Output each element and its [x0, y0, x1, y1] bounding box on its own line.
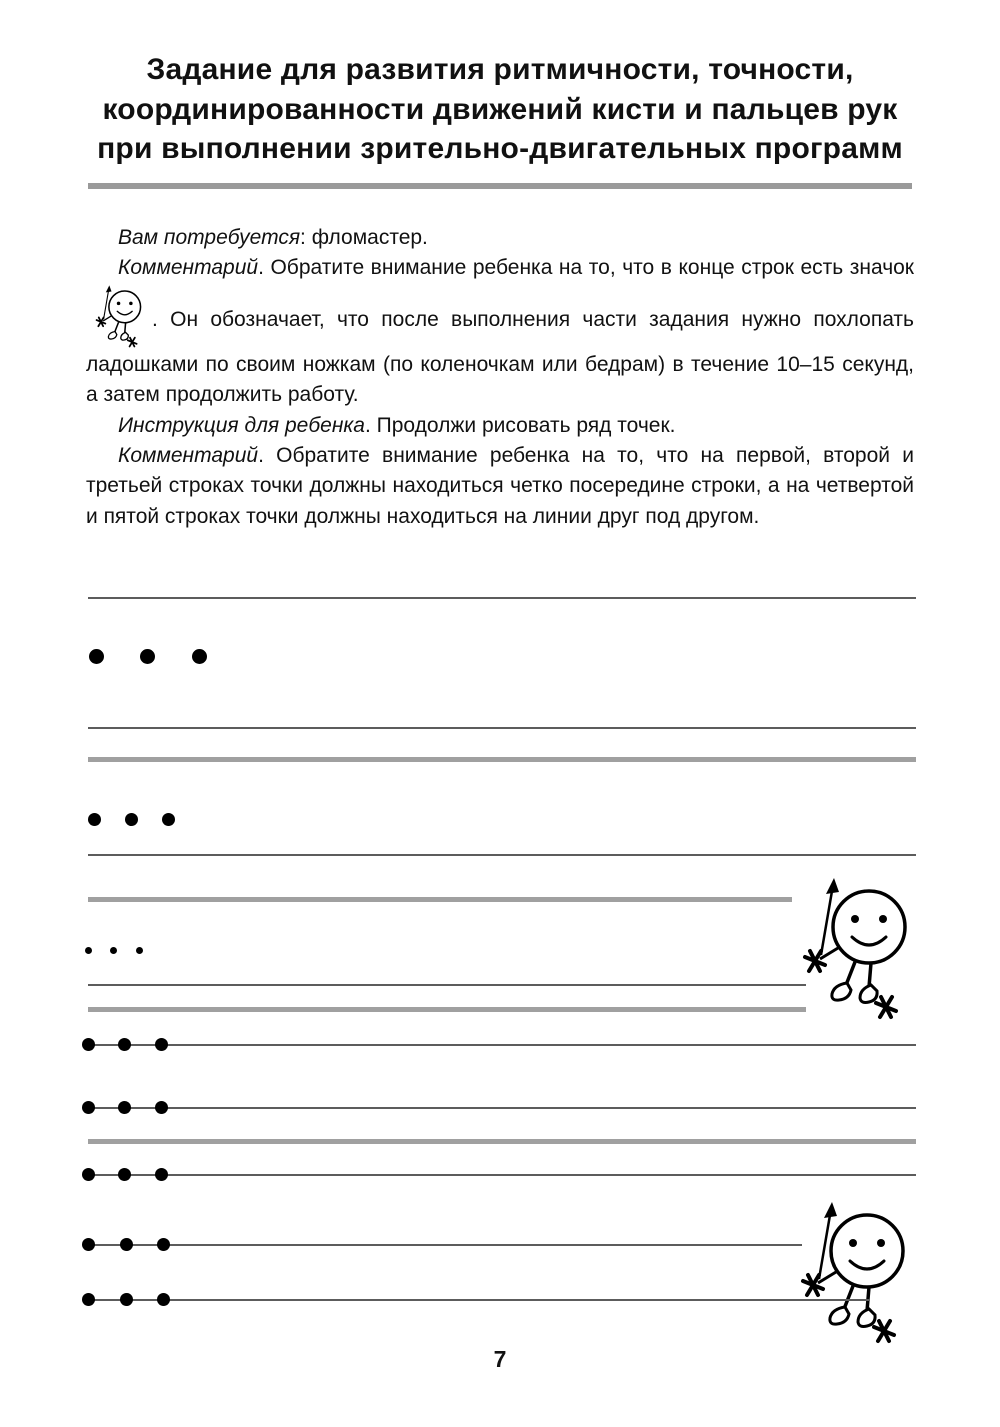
dot [136, 947, 143, 954]
dot [82, 1168, 95, 1181]
comment-paragraph-1 [86, 253, 914, 410]
comment-label-1: Комментарий [118, 256, 259, 280]
comment-text-2: . Обратите внимание ребенка на то, что на первой, второй и третьей строках точки должны находиться четко посередине строки, а на четвертой и пятой строках точки должны находиться на линии друг под другом. [86, 443, 914, 528]
dot [120, 1293, 133, 1306]
dot [82, 1101, 95, 1114]
comment-text-1b: . Он обозначает, что после выполнения части задания нужно похлопать ладошками по своим ножкам (по коленочкам или бедрам) в течение 10–15 секунд, а затем продолжить работу. [86, 307, 914, 407]
instruction-text: . Продолжи рисовать ряд точек. [364, 413, 676, 437]
clapping-smiley-icon [788, 1199, 920, 1349]
practice-line [88, 1244, 802, 1246]
dot [88, 813, 101, 826]
dot [155, 1101, 168, 1114]
dot [125, 813, 138, 826]
practice-line [88, 1299, 870, 1301]
separator-line [88, 1007, 806, 1012]
practice-area [0, 577, 1000, 1355]
practice-line [88, 854, 916, 856]
dot [118, 1168, 131, 1181]
separator-line [88, 757, 916, 762]
separator-line [88, 897, 792, 902]
dot [82, 1238, 95, 1251]
dot [118, 1038, 131, 1051]
dot [118, 1101, 131, 1114]
practice-line [88, 984, 806, 986]
page-title-line-1: Задание для развития ритмичности, точности, [146, 53, 854, 86]
dot [162, 813, 175, 826]
separator-line [88, 1139, 916, 1144]
dot [82, 1293, 95, 1306]
page-number: 7 [493, 1346, 507, 1372]
page-title-line-2: координированности движений кисти и пальцев рук [102, 92, 898, 126]
dot [155, 1168, 168, 1181]
instruction-paragraph [86, 411, 914, 441]
dot [157, 1293, 170, 1306]
practice-line [88, 1044, 916, 1046]
title-rule [88, 183, 912, 189]
clapping-smiley-icon [90, 284, 148, 350]
instruction-label: Инструкция для ребенка [118, 413, 365, 437]
dot [120, 1238, 133, 1251]
comment-text-1a: . Обратите внимание ребенка на то, что в конце строк есть значок [258, 256, 914, 280]
practice-line [88, 727, 916, 729]
clapping-smiley-icon [790, 875, 922, 1025]
page-title-line-3: при выполнении зрительно-двигательных программ [97, 132, 903, 166]
comment-paragraph-2 [86, 441, 914, 532]
materials-paragraph [86, 223, 914, 253]
comment-label-2: Комментарий [118, 443, 259, 467]
dot [82, 1038, 95, 1051]
dot [192, 649, 207, 664]
materials-text: : фломастер. [300, 225, 428, 249]
dot [157, 1238, 170, 1251]
dot [140, 649, 155, 664]
dot [89, 649, 104, 664]
dot [110, 947, 117, 954]
page-title [60, 50, 940, 169]
dot [85, 947, 92, 954]
practice-line [88, 597, 916, 599]
dot [155, 1038, 168, 1051]
materials-label: Вам потребуется [118, 225, 301, 249]
practice-line [88, 1107, 916, 1109]
instructions-block [86, 223, 914, 533]
practice-line [88, 1174, 916, 1176]
